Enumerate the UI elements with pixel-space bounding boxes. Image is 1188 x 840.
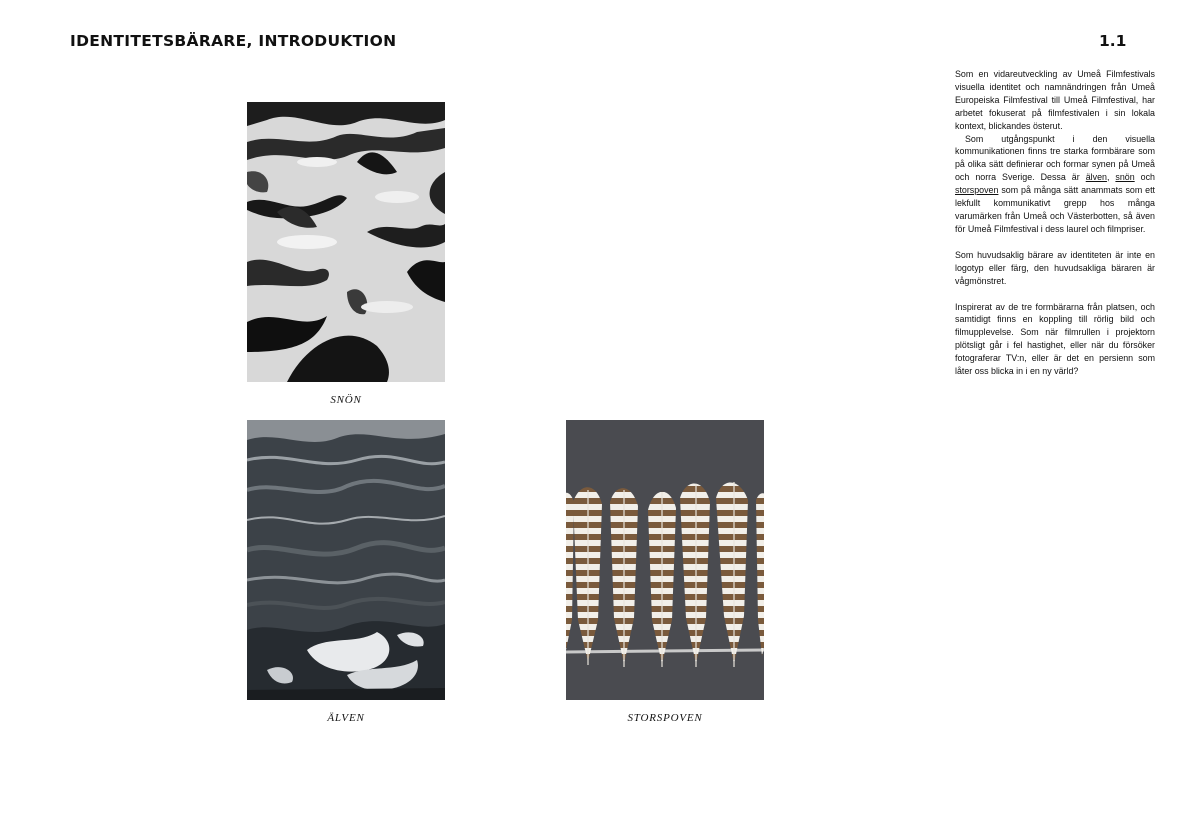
river-photo <box>247 420 445 700</box>
paragraph-2-sep2: och <box>1134 172 1155 183</box>
river-image <box>247 420 445 700</box>
paragraph-2 <box>955 133 1155 236</box>
link-alven: älven <box>1085 172 1107 183</box>
link-storspoven: storspoven <box>955 185 999 196</box>
river-caption: ÄLVEN <box>327 712 365 724</box>
paragraph-4: Inspirerat av de tre formbärarna från platsen, och samtidigt finns en koppling till rörlig bild och filmupplevelse. Som när filmrullen i projektorn plötsligt går i fel hastighet, eller när du försöker fotograferar TV:n, eller är det en persienn som låter oss blicka in i en ny värld? <box>955 301 1155 377</box>
snow-image <box>247 102 445 382</box>
curlew-caption: STORSPOVEN <box>627 712 703 724</box>
snow-caption: SNÖN <box>330 394 362 406</box>
paragraph-2-start: Som utgångspunkt i den visuella kommunikationen finns tre starka formbärare som på olika sätt definierar och formar synen på Umeå och norra Sverige. Dessa är <box>955 133 1155 183</box>
paragraph-2-end: som på många sätt anammats som ett lekfullt kommunikativt grepp hos många varumärken från Umeå och Västerbotten, så även för Umeå Filmfestival i dess laurel och filmpriser. <box>955 185 1155 234</box>
curlew-photo <box>566 420 764 700</box>
intro-text <box>955 68 1155 391</box>
paragraph-1 <box>955 68 1155 236</box>
paragraph-3: Som huvudsaklig bärare av identiteten är inte en logotyp eller färg, den huvudsakliga bäraren är vågmönstret. <box>955 249 1155 286</box>
paragraph-1-text: Som en vidareutveckling av Umeå Filmfestivals visuella identitet och namnändringen från Umeå Europeiska Filmfestival till Umeå Filmfestival, har arbetet fokuserat på filmfestivalen i sin lokala kontext, blickandes österut. <box>955 69 1155 131</box>
snow-photo <box>247 102 445 382</box>
page-number: 1.1 <box>1099 32 1127 50</box>
paragraph-2-sep1: , <box>1106 172 1116 183</box>
link-snon: snön <box>1115 172 1135 183</box>
page-title: IDENTITETSBÄRARE, INTRODUKTION <box>70 32 397 50</box>
feathers-image <box>566 420 764 700</box>
